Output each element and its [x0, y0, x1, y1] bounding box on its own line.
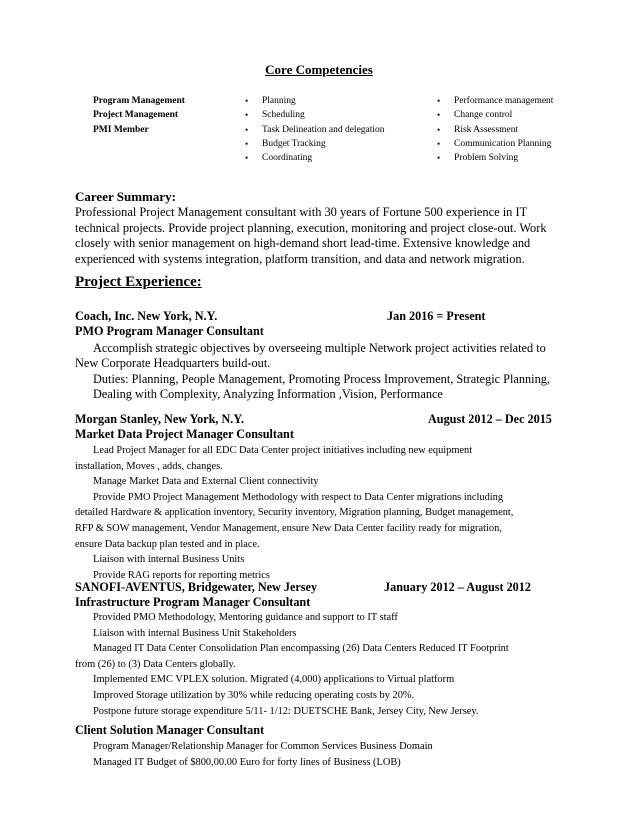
duty-line: Dealing with Complexity, Analyzing Information ,Vision, Performance	[93, 387, 443, 402]
job-header	[75, 723, 575, 738]
bullet-icon: •	[437, 138, 441, 149]
competency-item: • Risk Assessment	[437, 123, 553, 137]
duty-line: Manage Market Data and External Client connectivity	[93, 476, 319, 488]
duty-line: Provide RAG reports for reporting metrics	[93, 569, 270, 581]
summary-line: Professional Project Management consultant with 30 years of Fortune 500 experience in IT	[75, 205, 528, 219]
duty-line: Postpone future storage expenditure 5/11- 1/12: DUETSCHE Bank, Jersey City, New Jersey.	[93, 705, 479, 717]
job-header	[75, 309, 575, 339]
competencies-left-column	[93, 94, 185, 137]
job-dates: Jan 2016 = Present	[387, 309, 486, 323]
bullet-icon: •	[245, 124, 249, 135]
job-duties	[75, 443, 565, 583]
bullet-icon: •	[245, 138, 249, 149]
company-name: SANOFI-AVENTUS, Bridgewater, New Jersey	[75, 580, 318, 594]
job-role: PMO Program Manager Consultant	[75, 324, 264, 338]
company-name: Coach, Inc. New York, N.Y.	[75, 309, 218, 323]
duty-line: Program Manager/Relationship Manager for Common Services Business Domain	[93, 741, 433, 752]
duty-line: Liaison with internal Business Units	[93, 554, 245, 566]
duty-line: Lead Project Manager for all EDC Data Center project initiatives including new equipment	[93, 445, 473, 456]
project-experience-heading: Project Experience:	[75, 274, 202, 290]
bullet-icon: •	[245, 110, 249, 121]
duty-line: ensure Data backup plan tested and in place.	[75, 538, 260, 550]
competency-item: • Scheduling	[245, 108, 385, 122]
duty-line: Accomplish strategic objectives by overseeing multiple Network project activities related to	[93, 341, 546, 355]
job-role: Infrastructure Program Manager Consultant	[75, 595, 311, 609]
job-dates: January 2012 – August 2012	[384, 580, 531, 594]
summary-line: experienced with systems integration, platform transition, and data and network migration.	[75, 251, 525, 266]
duty-line: detailed Hardware & application inventory, Security inventory, Migration planning, Budget management,	[75, 507, 514, 519]
job-role: Client Solution Manager Consultant	[75, 723, 265, 737]
competency-item: • Change control	[437, 108, 553, 122]
duty-line: Liaison with internal Business Unit Stakeholders	[93, 627, 297, 639]
competency-item: • Coordinating	[245, 151, 385, 165]
bullet-icon: •	[437, 153, 441, 164]
career-summary-heading: Career Summary:	[75, 189, 176, 204]
competencies-right-column	[437, 94, 553, 165]
bullet-icon: •	[437, 124, 441, 135]
core-competencies-title: Core Competencies	[265, 62, 373, 77]
job-duties	[75, 610, 565, 719]
competencies-middle-column	[245, 94, 385, 165]
bullet-icon: •	[437, 96, 441, 106]
bullet-icon: •	[245, 153, 249, 164]
duty-line: Provide PMO Project Management Methodology with respect to Data Center migrations including	[93, 491, 504, 503]
duty-line: Managed IT Budget of $800,00.00 Euro for forty lines of Business (LOB)	[93, 756, 401, 768]
competency-item: • Performance management	[437, 94, 553, 108]
competency-item: • Budget Tracking	[245, 137, 385, 151]
career-summary-text	[75, 205, 565, 267]
duty-line: Provided PMO Methodology, Mentoring guidance and support to IT staff	[93, 612, 398, 623]
competency-item: PMI Member	[93, 124, 149, 135]
duty-line: Managed IT Data Center Consolidation Plan encompassing (26) Data Centers Reduced IT Footprint	[93, 643, 509, 655]
job-duties	[75, 341, 565, 403]
duty-line: from (26) to (3) Data Centers globally.	[75, 658, 236, 670]
duty-line: Duties: Planning, People Management, Promoting Process Improvement, Strategic Planning,	[93, 371, 550, 386]
competency-item: • Communication Planning	[437, 137, 553, 151]
job-duties	[75, 739, 565, 770]
bullet-icon: •	[245, 96, 249, 106]
competency-item: • Planning	[245, 94, 385, 108]
duty-line: Implemented EMC VPLEX solution. Migrated (4,000) applications to Virtual platform	[93, 674, 455, 686]
duty-line: RFP & SOW management, Vendor Management, ensure New Data Center facility ready for migration,	[75, 522, 502, 534]
duty-line: New Corporate Headquarters build-out.	[75, 356, 271, 371]
summary-line: closely with senior management on high-demand short lead-time. Extensive knowledge and	[75, 236, 531, 251]
job-role: Market Data Project Manager Consultant	[75, 427, 294, 441]
job-dates: August 2012 – Dec 2015	[428, 412, 552, 426]
summary-line: technical projects. Provide project planning, execution, monitoring and project close-out. Work	[75, 220, 547, 235]
competency-item: Project Management	[93, 110, 179, 121]
bullet-icon: •	[437, 110, 441, 121]
competency-item: • Task Delineation and delegation	[245, 123, 385, 137]
competency-item: • Problem Solving	[437, 151, 553, 165]
competency-item: Program Management	[93, 96, 185, 106]
duty-line: installation, Moves , adds, changes.	[75, 460, 223, 472]
duty-line: Improved Storage utilization by 30% while reducing operating costs by 20%.	[93, 689, 415, 701]
company-name: Morgan Stanley, New York, N.Y.	[75, 412, 245, 426]
